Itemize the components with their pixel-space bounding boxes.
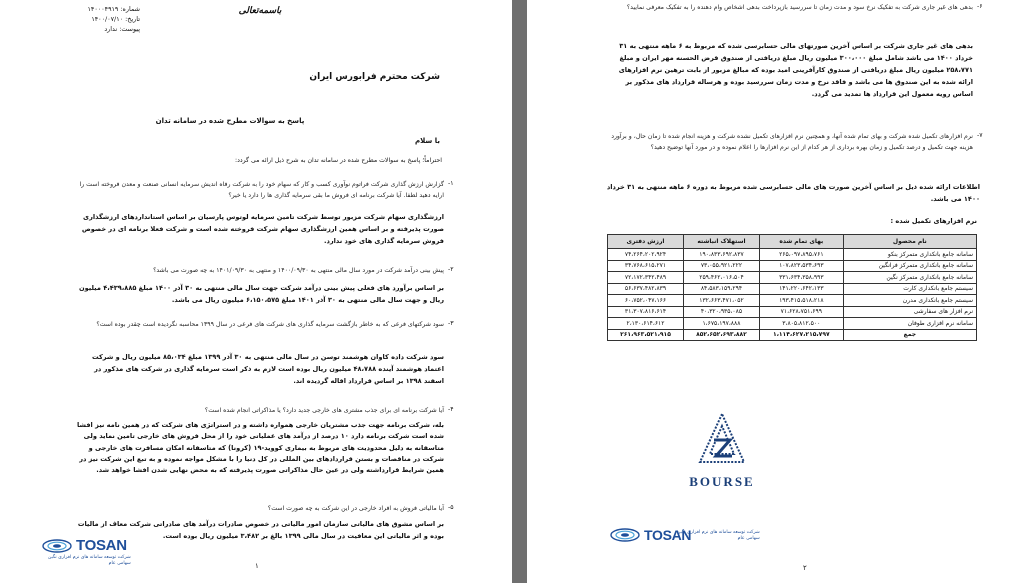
book-value-cell: ۵۶،۶۳۷،۴۸۲،۸۳۹ bbox=[608, 283, 684, 295]
product-name-cell: سامانه جامع بانکداری متمرکز فرانگین bbox=[843, 260, 976, 272]
tosan-logo-word: TOSAN bbox=[76, 537, 127, 554]
page-number: ۱ bbox=[255, 562, 259, 570]
question-text: آیا شرکت برنامه ای برای جذب مشتری های خارجی جدید دارد؟ یا مذاکراتی انجام شده است؟ bbox=[204, 407, 444, 414]
total-label-cell: جمع bbox=[843, 329, 976, 341]
question-number: -۲ bbox=[448, 266, 454, 273]
cost-cell: ۲۶۵،۰۹۷،۸۹۵،۷۶۱ bbox=[759, 249, 843, 261]
tosan-company-type: سهامی عام bbox=[737, 536, 760, 541]
document-page-2 bbox=[527, 0, 1024, 583]
depreciation-cell: ۱۳۲،۶۶۳،۴۷۱،۰۵۲ bbox=[683, 295, 759, 307]
answer-text: سود شرکت داده کاوان هوشمند توسن در سال مالی منتهی به ۳۰ آذر ۱۳۹۹ مبلغ ۸۵،۰۳۴ میلیون ریال و شرکت اعتماد هوشمند آینده ۴۸،۷۸۸ میلیون ریال بوده است لازم به ذکر است سرمایه گذاری در شرکت های مذکور در اسفند ۱۳۹۸ بر اساس قرارداد اقاله گردیده اند. bbox=[91, 353, 444, 385]
table-row bbox=[608, 318, 977, 330]
info-line: اطلاعات ارائه شده ذیل بر اساس آخرین صورت های مالی حسابرسی شده مربوط به دوره ۶ ماهه منتهی به ۳۱ خرداد ۱۴۰۰ می باشد. bbox=[606, 183, 980, 203]
answer-text: بدهی های غیر جاری شرکت بر اساس آخرین صورتهای مالی حسابرسی شده که مربوط به ۶ ماهه منتهی به ۳۱ خرداد ۱۴۰۰ می باشد شامل مبلغ ۳۰۰،۰۰۰ میلیون ریال مبلغ دریافتی از صندوق قرض الحسنه مهر ایران و مبلغ ۲۵۸،۷۷۱ میلیون ریال مبلغ دریافتی از صندوق کارآفرینی امید بوده که مبالغ مزبور از بابت ترهین نرم افزارهای ارائه شده به این صندوق ها می باشد و فاقد نرخ و مدت زمان سررسید بوده و هرساله قرارداد های مذکور بر اساس رویه معمول این قرارداد ها تمدید می گردد. bbox=[618, 42, 973, 98]
cost-cell: ۳،۸۰۵،۸۱۲،۵۰۰ bbox=[759, 318, 843, 330]
book-value-cell: ۶۰،۷۵۲،۰۴۷،۱۶۶ bbox=[608, 295, 684, 307]
book-value-cell: ۲،۱۳۰،۶۱۴،۶۱۲ bbox=[608, 318, 684, 330]
table-total-row bbox=[608, 329, 977, 341]
tosan-logo-word: TOSAN bbox=[644, 527, 692, 543]
recipient-title: شرکت محترم فرابورس ایران bbox=[309, 72, 440, 82]
bourse-emblem-icon bbox=[692, 410, 752, 470]
total-book-value-cell: ۲۶۱،۹۶۳،۵۲۱،۹۱۵ bbox=[608, 329, 684, 341]
letter-date: تاریخ: ۱۴۰۰/۰۷/۱۰ bbox=[91, 15, 140, 23]
depreciation-cell: ۱۹۰،۸۳۳،۶۹۲،۸۳۷ bbox=[683, 249, 759, 261]
tosan-emblem-icon bbox=[42, 539, 72, 553]
question-text: بدهی های غیر جاری شرکت به تفکیک نرخ سود و مدت زمان تا سررسید بازپرداخت بدهی اشخاص وام دهنده را به تفکیک معرفی نمایید؟ bbox=[626, 4, 973, 11]
column-header: استهلاک انباشته bbox=[683, 235, 759, 249]
depreciation-cell: ۲۵۹،۴۶۲،۰۱۶،۵۰۴ bbox=[683, 272, 759, 284]
column-header: ارزش دفتری bbox=[608, 235, 684, 249]
table-row bbox=[608, 249, 977, 261]
tosan-subtitle bbox=[677, 530, 760, 542]
letter-meta bbox=[70, 4, 140, 34]
question-number: -۶ bbox=[977, 3, 983, 10]
column-header: نام محصول bbox=[843, 235, 976, 249]
product-name-cell: نرم افزار های سفارشی bbox=[843, 306, 976, 318]
cost-cell: ۳۳۱،۶۳۴،۳۵۸،۹۹۳ bbox=[759, 272, 843, 284]
book-value-cell: ۷۲،۱۷۲،۳۴۲،۴۸۹ bbox=[608, 272, 684, 284]
book-value-cell: ۳۱،۳۰۷،۸۱۶،۶۱۴ bbox=[608, 306, 684, 318]
depreciation-cell: ۱،۶۷۵،۱۹۷،۸۸۸ bbox=[683, 318, 759, 330]
tosan-subtitle bbox=[48, 555, 131, 567]
answer-text: ارزشگذاری سهام شرکت مزبور توسط شرکت تامین سرمایه لوتوس پارسیان بر اساس استانداردهای ارزشگذاری صورت پذیرفته و بر اساس همین ارزشگذاری سهام شرکت فروخته شده است و شرکت فعلا برنامه ای در خصوص فروش سرمایه گذاری های خود ندارد. bbox=[81, 213, 444, 245]
product-name-cell: سیستم جامع بانکداری کارت bbox=[843, 283, 976, 295]
book-value-cell: ۷۴،۲۶۴،۲۰۲،۹۲۴ bbox=[608, 249, 684, 261]
question-number: -۱ bbox=[448, 180, 454, 187]
product-name-cell: سیستم جامع بانکداری مدرن bbox=[843, 295, 976, 307]
tosan-company-type: سهامی عام bbox=[108, 561, 131, 566]
total-depreciation-cell: ۸۵۲،۶۵۲،۶۹۳،۸۸۲ bbox=[683, 329, 759, 341]
table-row bbox=[608, 272, 977, 284]
cost-cell: ۷۱،۶۲۸،۷۵۱،۶۹۹ bbox=[759, 306, 843, 318]
cost-cell: ۱۴۱،۲۲۰،۶۴۲،۱۳۳ bbox=[759, 283, 843, 295]
bourse-logo bbox=[682, 410, 762, 490]
question-number: -۳ bbox=[448, 320, 454, 327]
question-text: سود شرکتهای فرعی که به خاطر بازگشت سرمایه گذاری های شرکت های فرعی در سال ۱۳۹۹ محاسبه نگردیده است چقدر بوده است؟ bbox=[96, 321, 444, 328]
question-text: پیش بینی درآمد شرکت در مورد سال مالی منتهی به ۱۴۰۰/۰۹/۳۰ و منتهی به ۱۴۰۱/۰۹/۳۰ به چه صورت می باشد؟ bbox=[153, 267, 444, 274]
question-number: -۴ bbox=[448, 406, 454, 413]
page-number: ۲ bbox=[803, 564, 807, 572]
greeting: با سلام bbox=[414, 137, 440, 145]
bourse-logo-word: BOURSE bbox=[689, 474, 755, 489]
table-row bbox=[608, 283, 977, 295]
tosan-logo bbox=[42, 537, 127, 554]
product-name-cell: سامانه جامع بانکداری متمرکز نگین bbox=[843, 272, 976, 284]
book-value-cell: ۳۴،۷۶۸،۶۱۵،۲۷۱ bbox=[608, 260, 684, 272]
question-number: -۵ bbox=[448, 504, 454, 511]
software-assets-table bbox=[607, 234, 977, 341]
depreciation-cell: ۴۰،۳۲۰،۹۳۵،۰۸۵ bbox=[683, 306, 759, 318]
letter-number: شماره: ۱۴۰۰۰۴۹۱۹ bbox=[87, 5, 140, 13]
letter-subject: پاسخ به سوالات مطرح شده در سامانه تدان bbox=[155, 117, 305, 125]
table-row bbox=[608, 260, 977, 272]
table-title: نرم افزارهای تکمیل شده : bbox=[890, 217, 977, 225]
letter-attachment: پیوست: ندارد bbox=[104, 25, 140, 33]
product-name-cell: سامانه نرم افزاری طوفان bbox=[843, 318, 976, 330]
column-header: بهای تمام شده bbox=[759, 235, 843, 249]
cost-cell: ۱۹۳،۴۱۵،۵۱۸،۲۱۸ bbox=[759, 295, 843, 307]
bismillah-heading: باسمه‌تعالی bbox=[238, 6, 282, 16]
question-text: نرم افزارهای تکمیل شده شرکت و بهای تمام شده آنها، و همچنین نرم افزارهای تکمیل نشده شرکت و هزینه انجام شده تا زمان حال، و برآورد هزینه جهت تکمیل و درصد تکمیل و زمان بهره برداری از هر کدام از این نرم افزارها را اعلام نموده و در مورد آنها توضیح دهید؟ bbox=[611, 133, 973, 151]
product-name-cell: سامانه جامع بانکداری متمرکز بنکو bbox=[843, 249, 976, 261]
question-number: -۷ bbox=[977, 132, 983, 139]
answer-text: بله، شرکت برنامه جهت جذب مشتریان خارجی همواره داشته و در استراتژی های شرکت که در همین نامه نیز افشا شده است شرکت برنامه دارد ۱۰ درصد از درآمد های عملیاتی خود را از محل فروش های خارجی تامین نماید ولی متاسفانه به دلیل محدودیت های مربوط به بیماری کووید-۱۹ (کرونا) که متاسفانه امکان مسافرت های خارجی و شرکت در مناقصات و بستن قراردادهای بین المللی در کل دنیا را با مشکل مواجه نموده و به تبع این شرکت نیز در همین شرایط قرارداشته ولی در عین حال مذاکراتی صورت پذیرفته که به محض نهایی شدن افشا خواهد شد. bbox=[77, 421, 444, 475]
tosan-company-name: شرکت توسعه سامانه های نرم افزاری نگین bbox=[48, 555, 131, 560]
table-row bbox=[608, 306, 977, 318]
total-cost-cell: ۱،۱۱۴،۶۲۷،۲۱۵،۷۹۷ bbox=[759, 329, 843, 341]
intro-text: احتراماً؛ پاسخ به سوالات مطرح شده در سامانه تدان به شرح ذیل ارائه می گردد: bbox=[235, 157, 442, 164]
cost-cell: ۱۰۷،۸۲۳،۵۳۴،۶۹۳ bbox=[759, 260, 843, 272]
tosan-emblem-icon bbox=[610, 528, 640, 542]
table-row bbox=[608, 295, 977, 307]
tosan-company-name: شرکت توسعه سامانه های نرم افزاری نگین bbox=[677, 530, 760, 535]
answer-text: بر اساس مشوق های مالیاتی سازمان امور مالیاتی در خصوص صادرات درآمد های صادراتی شرکت معاف از مالیات بوده و اثر مالیاتی این معافیت در سال مالی ۱۳۹۹ بالغ بر ۳،۴۸۲ میلیون ریال بوده است. bbox=[77, 520, 444, 540]
question-text: گزارش ارزش گذاری شرکت فراتوم نوآوری کسب و کار که سهام خود را به شرکت رفاه اندیش سرمایه انسانی صنعت و معدن فروخته است را ارایه دهید لطفا. آیا شرکت برنامه ای فروش ما بقی سرمایه گذاری ها را دارد یا خیر؟ bbox=[79, 181, 444, 199]
depreciation-cell: ۸۴،۵۸۳،۱۵۹،۲۹۴ bbox=[683, 283, 759, 295]
table-header-row bbox=[608, 235, 977, 249]
question-text: آیا مالیاتی فروش به افراد خارجی در این شرکت به چه صورت است؟ bbox=[267, 505, 444, 512]
answer-text: بر اساس برآورد های فعلی پیش بینی درآمد شرکت جهت سال مالی منتهی به ۳۰ آذر ۱۴۰۰ مبلغ ۴،۴۳۹،۸۸۵ میلیون ریال و جهت سال مالی منتهی به ۳۰ آذر ۱۴۰۱ مبلغ ۶،۱۵۰،۵۷۵ میلیون ریال می باشد. bbox=[78, 284, 444, 304]
depreciation-cell: ۷۳،۰۵۵،۹۲۱،۲۲۲ bbox=[683, 260, 759, 272]
